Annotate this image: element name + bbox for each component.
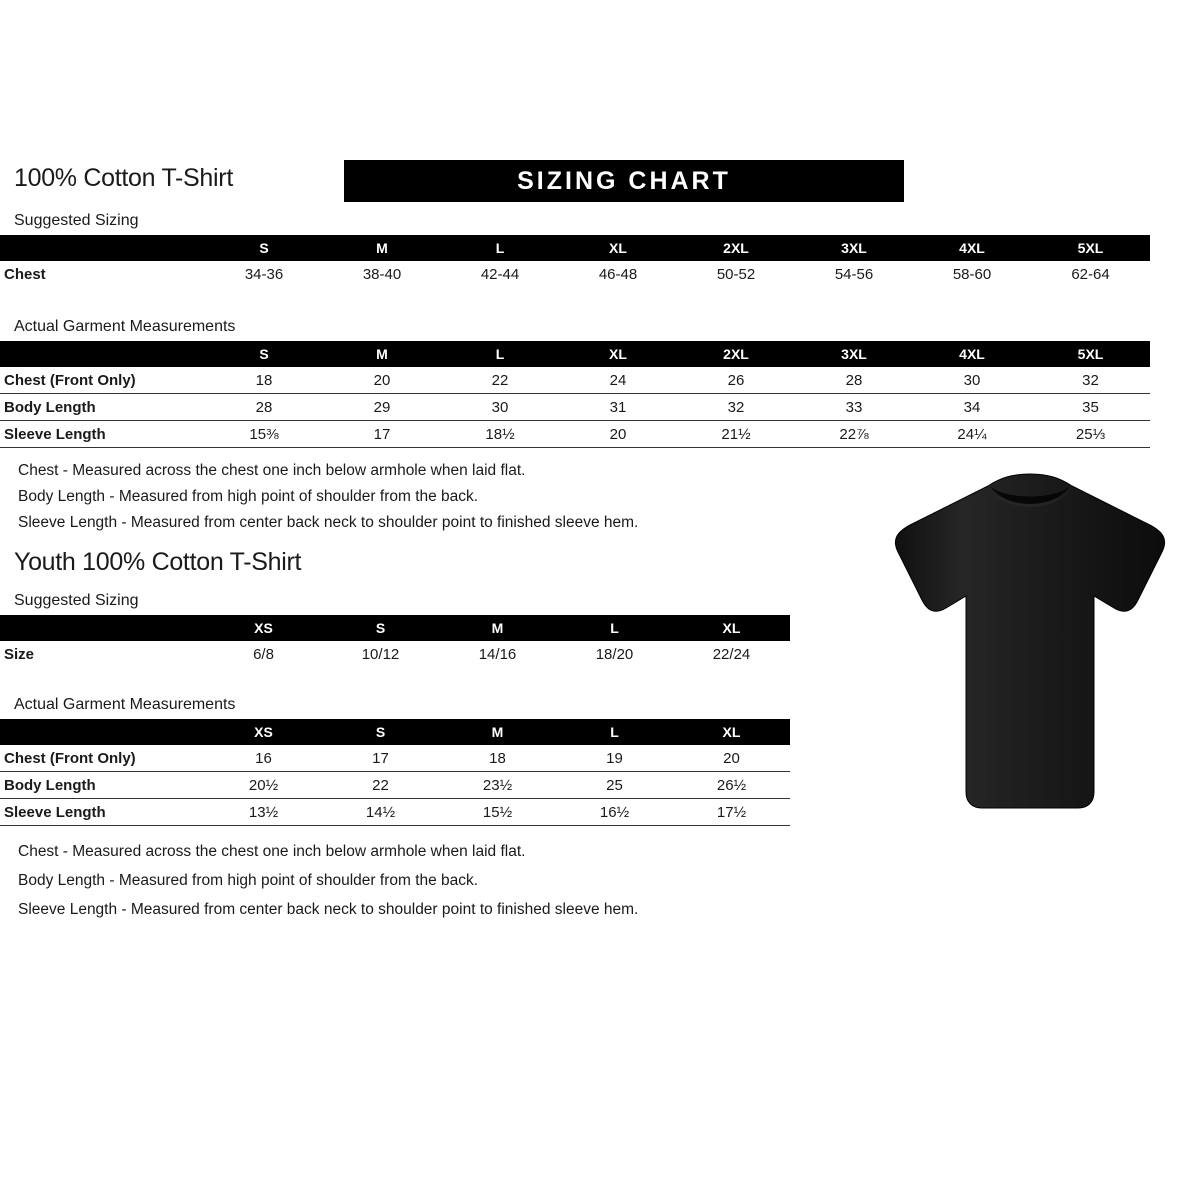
cell: 16 [205,745,322,772]
row-label: Chest (Front Only) [0,745,205,772]
youth-actual-label: Actual Garment Measurements [14,696,236,713]
cell: 17½ [673,799,790,826]
tshirt-icon [880,470,1180,815]
col-header [0,615,205,641]
row-label: Sleeve Length [0,421,205,448]
cell: 22 [322,772,439,799]
cell: 25 [556,772,673,799]
adult-suggested-table [0,235,1150,287]
cell: 23½ [439,772,556,799]
col-header: L [556,615,673,641]
col-header: XS [205,615,322,641]
cell: 17 [322,745,439,772]
row-label: Chest (Front Only) [0,367,205,394]
cell: 35 [1031,394,1150,421]
cell: 34-36 [205,261,323,287]
adult-suggested-label: Suggested Sizing [14,212,139,229]
cell: 15⅜ [205,421,323,448]
col-header: L [441,341,559,367]
adult-section-title: 100% Cotton T-Shirt [14,164,233,192]
col-header: 5XL [1031,235,1150,261]
table-row [0,745,790,772]
cell: 46-48 [559,261,677,287]
col-header: XL [559,235,677,261]
cell: 6/8 [205,641,322,667]
cell: 32 [1031,367,1150,394]
table-header-row [0,719,790,745]
cell: 10/12 [322,641,439,667]
col-header: M [323,341,441,367]
cell: 16½ [556,799,673,826]
col-header: L [556,719,673,745]
col-header: XL [673,615,790,641]
cell: 14/16 [439,641,556,667]
adult-actual-table [0,341,1150,448]
table-header-row [0,341,1150,367]
table-row [0,772,790,799]
cell: 15½ [439,799,556,826]
sizing-chart-banner-label: SIZING CHART [517,167,731,195]
sizing-chart-banner [344,160,904,202]
youth-section-title: Youth 100% Cotton T-Shirt [14,548,302,576]
cell: 19 [556,745,673,772]
cell: 20½ [205,772,322,799]
cell: 28 [205,394,323,421]
cell: 62-64 [1031,261,1150,287]
col-header: S [322,615,439,641]
cell: 20 [673,745,790,772]
col-header: S [205,235,323,261]
cell: 58-60 [913,261,1031,287]
adult-header [14,160,904,204]
cell: 28 [795,367,913,394]
cell: 24 [559,367,677,394]
cell: 20 [323,367,441,394]
table-row [0,261,1150,287]
cell: 34 [913,394,1031,421]
cell: 29 [323,394,441,421]
col-header: 4XL [913,341,1031,367]
adult-note-body-length: Body Length - Measured from high point of shoulder from the back. [18,488,479,505]
table-header-row [0,235,1150,261]
col-header: 3XL [795,341,913,367]
col-header [0,719,205,745]
row-label: Sleeve Length [0,799,205,826]
youth-note-sleeve-length: Sleeve Length - Measured from center back neck to shoulder point to finished sleeve hem. [18,901,639,918]
cell: 13½ [205,799,322,826]
youth-suggested-table [0,615,790,667]
col-header [0,235,205,261]
cell: 38-40 [323,261,441,287]
adult-actual-label: Actual Garment Measurements [14,318,236,335]
table-row [0,394,1150,421]
row-label: Size [0,641,205,667]
cell: 26 [677,367,795,394]
cell: 18 [205,367,323,394]
col-header: M [439,615,556,641]
row-label: Chest [0,261,205,287]
cell: 54-56 [795,261,913,287]
youth-actual-table [0,719,790,826]
col-header: M [323,235,441,261]
table-row [0,367,1150,394]
table-row [0,641,790,667]
cell: 33 [795,394,913,421]
col-header: M [439,719,556,745]
youth-note-body-length: Body Length - Measured from high point of shoulder from the back. [18,872,479,889]
cell: 26½ [673,772,790,799]
col-header: S [322,719,439,745]
tshirt-illustration [880,470,1180,815]
cell: 18 [439,745,556,772]
col-header: S [205,341,323,367]
cell: 32 [677,394,795,421]
row-label: Body Length [0,394,205,421]
col-header: 4XL [913,235,1031,261]
col-header: XL [673,719,790,745]
cell: 22 [441,367,559,394]
cell: 50-52 [677,261,795,287]
col-header: XS [205,719,322,745]
col-header: 3XL [795,235,913,261]
cell: 20 [559,421,677,448]
col-header: 5XL [1031,341,1150,367]
cell: 30 [913,367,1031,394]
cell: 14½ [322,799,439,826]
cell: 22/24 [673,641,790,667]
adult-note-sleeve-length: Sleeve Length - Measured from center back neck to shoulder point to finished sleeve hem. [18,514,639,531]
cell: 31 [559,394,677,421]
cell: 17 [323,421,441,448]
col-header [0,341,205,367]
col-header: L [441,235,559,261]
youth-note-chest: Chest - Measured across the chest one inch below armhole when laid flat. [18,843,526,860]
row-label: Body Length [0,772,205,799]
cell: 22⅞ [795,421,913,448]
table-row [0,799,790,826]
cell: 42-44 [441,261,559,287]
cell: 21½ [677,421,795,448]
adult-note-chest: Chest - Measured across the chest one inch below armhole when laid flat. [18,462,526,479]
col-header: XL [559,341,677,367]
cell: 18/20 [556,641,673,667]
cell: 18½ [441,421,559,448]
cell: 25⅓ [1031,421,1150,448]
col-header: 2XL [677,341,795,367]
cell: 30 [441,394,559,421]
cell: 24¼ [913,421,1031,448]
table-row [0,421,1150,448]
col-header: 2XL [677,235,795,261]
table-header-row [0,615,790,641]
youth-suggested-label: Suggested Sizing [14,592,139,609]
